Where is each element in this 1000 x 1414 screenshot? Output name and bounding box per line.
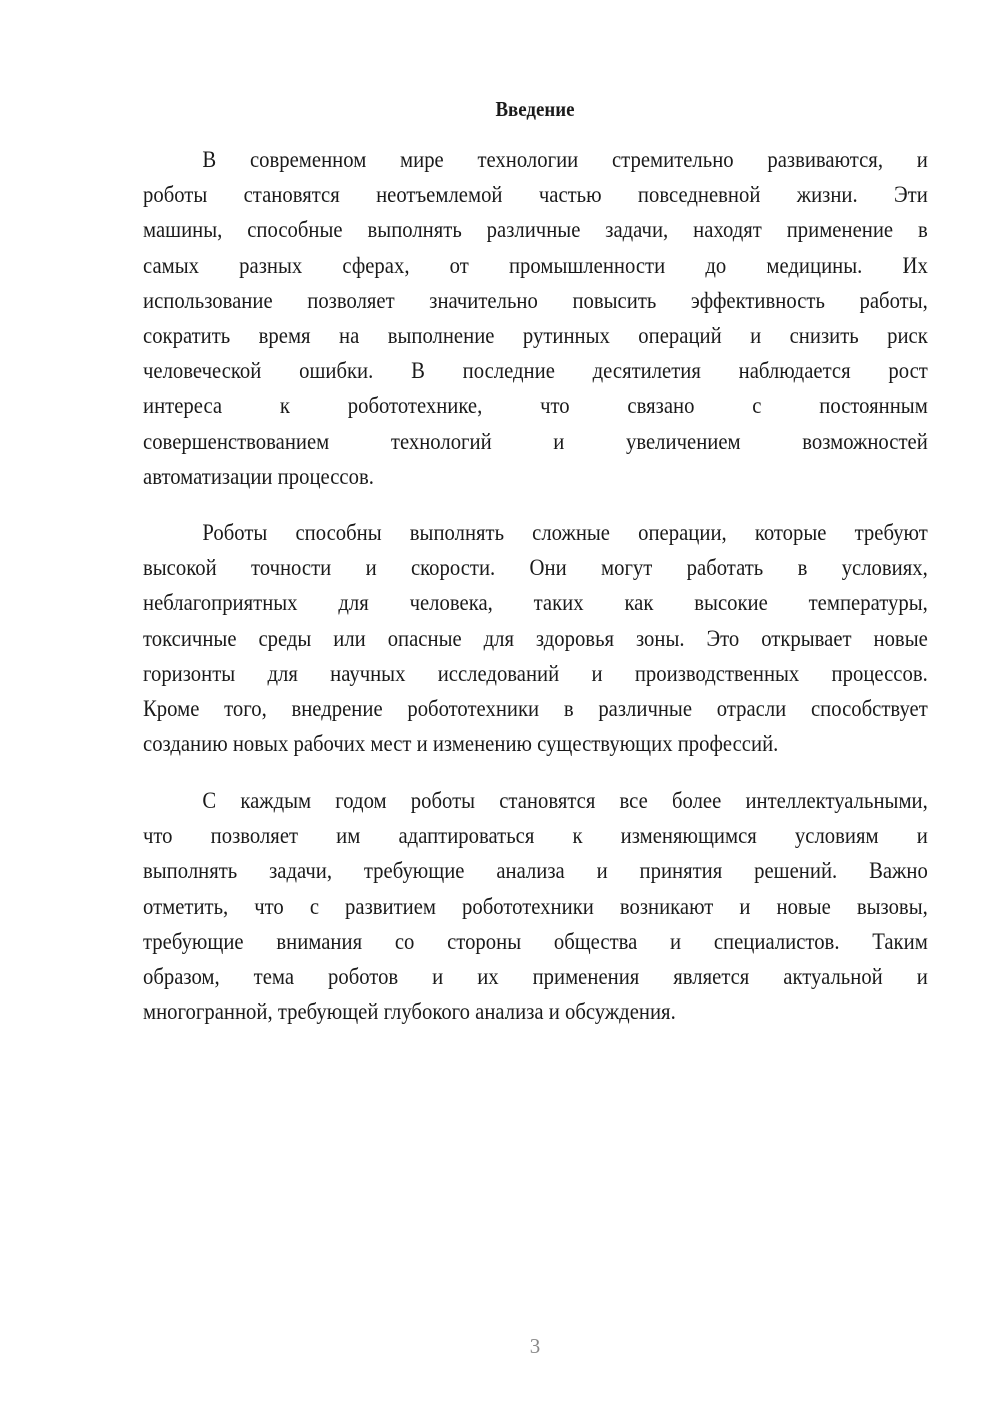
text-line: отметить, что с развитием робототехники возникают и новые вызовы, [143, 893, 928, 919]
page-number: 3 [529, 1334, 541, 1358]
text-line: что позволяет им адаптироваться к изменяющимся условиям и [143, 823, 928, 849]
text-line: образом, тема роботов и их применения является актуальной и [143, 963, 928, 989]
section-title: Введение [495, 97, 575, 121]
text-line: интереса к робототехнике, что связано с постоянным [143, 393, 928, 419]
text-line: Роботы способны выполнять сложные операции, которые требуют [202, 520, 928, 545]
text-line: человеческой ошибки. В последние десятилетия наблюдается рост [143, 358, 928, 384]
text-line: Кроме того, внедрение робототехники в различные отрасли способствует [143, 695, 928, 721]
paragraph-3 [143, 783, 928, 1029]
text-line: созданию новых рабочих мест и изменению существующих профессий. [143, 731, 779, 757]
text-line: многогранной, требующей глубокого анализа и обсуждения. [143, 999, 676, 1025]
text-line: требующие внимания со стороны общества и специалистов. Таким [143, 928, 928, 954]
text-line: совершенствованием технологий и увеличением возможностей [143, 428, 928, 454]
text-line: горизонты для научных исследований и производственных процессов. [143, 660, 928, 686]
text-line: неблагоприятных для человека, таких как высокие температуры, [143, 590, 928, 616]
text-line: В современном мире технологии стремительно развиваются, и [202, 147, 928, 172]
text-line: использование позволяет значительно повысить эффективность работы, [143, 287, 928, 313]
text-line: сократить время на выполнение рутинных операций и снизить риск [143, 322, 928, 348]
text-line: самых разных сферах, от промышленности до медицины. Их [143, 252, 928, 278]
text-line: токсичные среды или опасные для здоровья зоны. Это открывает новые [143, 625, 928, 651]
text-line: С каждым годом роботы становятся все более интеллектуальными, [202, 788, 928, 813]
text-line: роботы становятся неотъемлемой частью повседневной жизни. Эти [143, 182, 928, 208]
text-line: выполнять задачи, требующие анализа и принятия решений. Важно [143, 858, 928, 884]
paragraph-1 [143, 142, 928, 494]
text-line: автоматизации процессов. [143, 463, 374, 489]
text-line: высокой точности и скорости. Они могут работать в условиях, [143, 555, 928, 581]
paragraph-2 [143, 515, 928, 761]
text-line: машины, способные выполнять различные задачи, находят применение в [143, 217, 928, 243]
